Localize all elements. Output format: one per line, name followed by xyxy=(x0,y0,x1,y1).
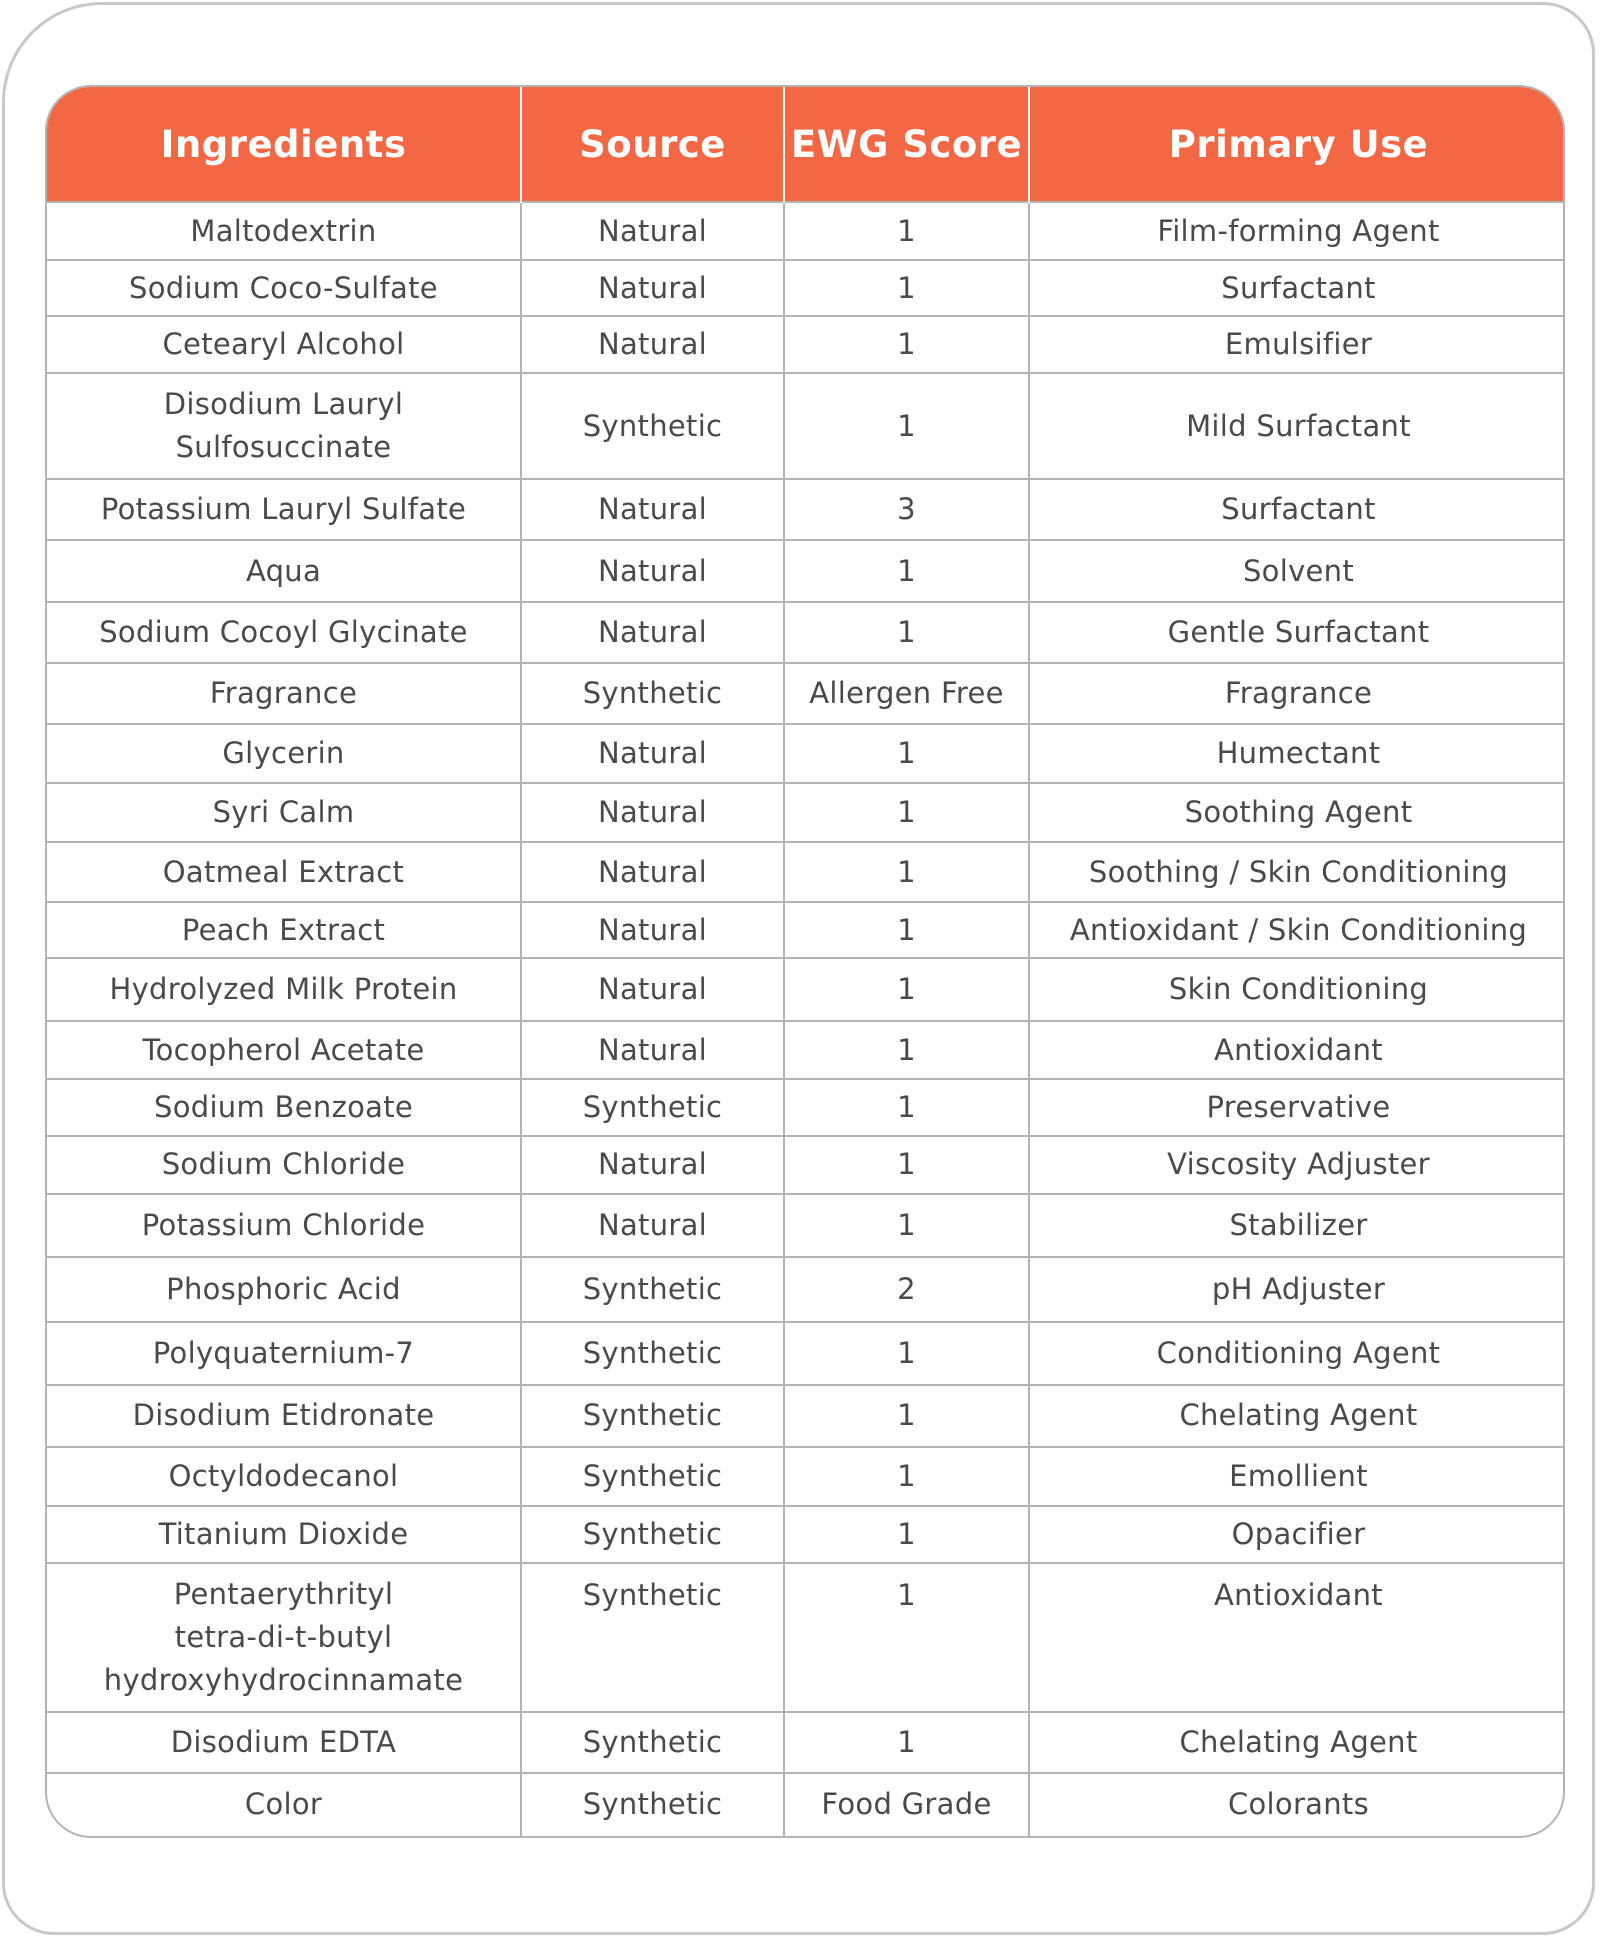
ingredient-cell: Pentaerythrityl tetra-di-t-butyl hydroxyhydrocinnamate xyxy=(47,1563,521,1712)
ewg-score-cell: 1 xyxy=(784,373,1029,479)
ingredient-cell: Phosphoric Acid xyxy=(47,1257,521,1322)
header-primary-use: Primary Use xyxy=(1029,87,1565,202)
primary-use-cell: Fragrance xyxy=(1029,663,1565,724)
source-cell: Natural xyxy=(521,479,784,540)
ingredient-cell: Oatmeal Extract xyxy=(47,842,521,902)
ingredient-cell: Disodium Etidronate xyxy=(47,1385,521,1447)
primary-use-cell: Gentle Surfactant xyxy=(1029,602,1565,663)
table-row xyxy=(47,1257,1565,1322)
primary-use-cell: Skin Conditioning xyxy=(1029,958,1565,1021)
source-cell: Natural xyxy=(521,1021,784,1079)
table-row xyxy=(47,724,1565,783)
ewg-score-cell: 1 xyxy=(784,842,1029,902)
ingredient-cell: Sodium Coco-Sulfate xyxy=(47,260,521,316)
table-row xyxy=(47,1563,1565,1712)
source-cell: Natural xyxy=(521,260,784,316)
source-cell: Natural xyxy=(521,783,784,842)
table-row xyxy=(47,202,1565,260)
ewg-score-cell: 1 xyxy=(784,316,1029,373)
source-cell: Synthetic xyxy=(521,373,784,479)
ewg-score-cell: 1 xyxy=(784,1506,1029,1563)
primary-use-cell: Film-forming Agent xyxy=(1029,202,1565,260)
table-row xyxy=(47,1322,1565,1385)
ingredient-cell: Disodium Lauryl Sulfosuccinate xyxy=(47,373,521,479)
ewg-score-cell: 1 xyxy=(784,1021,1029,1079)
primary-use-cell: Colorants xyxy=(1029,1773,1565,1836)
ingredient-cell: Glycerin xyxy=(47,724,521,783)
ewg-score-cell: Allergen Free xyxy=(784,663,1029,724)
primary-use-cell: pH Adjuster xyxy=(1029,1257,1565,1322)
table-row xyxy=(47,663,1565,724)
ewg-score-cell: 1 xyxy=(784,724,1029,783)
source-cell: Natural xyxy=(521,724,784,783)
header-source: Source xyxy=(521,87,784,202)
outer-card xyxy=(2,2,1595,1935)
table-header-row xyxy=(47,87,1565,202)
source-cell: Natural xyxy=(521,902,784,958)
ewg-score-cell: 1 xyxy=(784,783,1029,842)
primary-use-cell: Antioxidant xyxy=(1029,1021,1565,1079)
ingredient-cell: Polyquaternium-7 xyxy=(47,1322,521,1385)
primary-use-cell: Antioxidant xyxy=(1029,1563,1565,1712)
ingredients-table-container xyxy=(45,85,1565,1838)
primary-use-cell: Preservative xyxy=(1029,1079,1565,1135)
primary-use-cell: Emollient xyxy=(1029,1447,1565,1506)
table-row xyxy=(47,1506,1565,1563)
ingredient-cell: Fragrance xyxy=(47,663,521,724)
ewg-score-cell: 1 xyxy=(784,1322,1029,1385)
source-cell: Natural xyxy=(521,842,784,902)
ewg-score-cell: 1 xyxy=(784,602,1029,663)
ingredient-cell: Hydrolyzed Milk Protein xyxy=(47,958,521,1021)
ewg-score-cell: 1 xyxy=(784,1194,1029,1257)
source-cell: Synthetic xyxy=(521,1079,784,1135)
source-cell: Natural xyxy=(521,602,784,663)
table-row xyxy=(47,260,1565,316)
source-cell: Natural xyxy=(521,1136,784,1194)
ewg-score-cell: 1 xyxy=(784,540,1029,602)
ewg-score-cell: Food Grade xyxy=(784,1773,1029,1836)
header-ingredients: Ingredients xyxy=(47,87,521,202)
ingredient-cell: Potassium Chloride xyxy=(47,1194,521,1257)
primary-use-cell: Surfactant xyxy=(1029,260,1565,316)
table-row xyxy=(47,540,1565,602)
primary-use-cell: Antioxidant / Skin Conditioning xyxy=(1029,902,1565,958)
source-cell: Synthetic xyxy=(521,1447,784,1506)
primary-use-cell: Chelating Agent xyxy=(1029,1712,1565,1773)
table-row xyxy=(47,783,1565,842)
ewg-score-cell: 1 xyxy=(784,1136,1029,1194)
primary-use-cell: Stabilizer xyxy=(1029,1194,1565,1257)
ewg-score-cell: 1 xyxy=(784,260,1029,316)
ingredient-cell: Cetearyl Alcohol xyxy=(47,316,521,373)
ingredient-cell: Tocopherol Acetate xyxy=(47,1021,521,1079)
table-row xyxy=(47,373,1565,479)
source-cell: Natural xyxy=(521,1194,784,1257)
table-row xyxy=(47,1079,1565,1135)
table-row xyxy=(47,902,1565,958)
ewg-score-cell: 1 xyxy=(784,902,1029,958)
ingredient-cell: Titanium Dioxide xyxy=(47,1506,521,1563)
ingredient-cell: Disodium EDTA xyxy=(47,1712,521,1773)
ingredient-cell: Maltodextrin xyxy=(47,202,521,260)
table-row xyxy=(47,842,1565,902)
ingredient-cell: Octyldodecanol xyxy=(47,1447,521,1506)
table-row xyxy=(47,1194,1565,1257)
source-cell: Synthetic xyxy=(521,1257,784,1322)
ingredient-cell: Color xyxy=(47,1773,521,1836)
table-row xyxy=(47,1385,1565,1447)
source-cell: Synthetic xyxy=(521,663,784,724)
primary-use-cell: Soothing Agent xyxy=(1029,783,1565,842)
primary-use-cell: Opacifier xyxy=(1029,1506,1565,1563)
primary-use-cell: Viscosity Adjuster xyxy=(1029,1136,1565,1194)
ewg-score-cell: 1 xyxy=(784,958,1029,1021)
ewg-score-cell: 1 xyxy=(784,202,1029,260)
source-cell: Synthetic xyxy=(521,1712,784,1773)
table-row xyxy=(47,1136,1565,1194)
primary-use-cell: Solvent xyxy=(1029,540,1565,602)
table-row xyxy=(47,1021,1565,1079)
ewg-score-cell: 1 xyxy=(784,1712,1029,1773)
source-cell: Natural xyxy=(521,958,784,1021)
ingredient-cell: Sodium Cocoyl Glycinate xyxy=(47,602,521,663)
ewg-score-cell: 3 xyxy=(784,479,1029,540)
ewg-score-cell: 1 xyxy=(784,1447,1029,1506)
table-row xyxy=(47,602,1565,663)
source-cell: Synthetic xyxy=(521,1506,784,1563)
source-cell: Natural xyxy=(521,316,784,373)
primary-use-cell: Conditioning Agent xyxy=(1029,1322,1565,1385)
primary-use-cell: Mild Surfactant xyxy=(1029,373,1565,479)
ingredient-cell: Potassium Lauryl Sulfate xyxy=(47,479,521,540)
source-cell: Natural xyxy=(521,202,784,260)
ewg-score-cell: 2 xyxy=(784,1257,1029,1322)
source-cell: Synthetic xyxy=(521,1563,784,1712)
table-row xyxy=(47,479,1565,540)
table-row xyxy=(47,958,1565,1021)
table-row xyxy=(47,316,1565,373)
ingredient-cell: Aqua xyxy=(47,540,521,602)
ingredient-cell: Sodium Benzoate xyxy=(47,1079,521,1135)
ewg-score-cell: 1 xyxy=(784,1079,1029,1135)
table-row xyxy=(47,1712,1565,1773)
source-cell: Synthetic xyxy=(521,1385,784,1447)
header-ewg-score: EWG Score xyxy=(784,87,1029,202)
ingredients-table xyxy=(47,87,1565,1836)
primary-use-cell: Chelating Agent xyxy=(1029,1385,1565,1447)
primary-use-cell: Humectant xyxy=(1029,724,1565,783)
primary-use-cell: Soothing / Skin Conditioning xyxy=(1029,842,1565,902)
source-cell: Synthetic xyxy=(521,1773,784,1836)
ewg-score-cell: 1 xyxy=(784,1563,1029,1712)
ingredient-cell: Syri Calm xyxy=(47,783,521,842)
ingredient-cell: Sodium Chloride xyxy=(47,1136,521,1194)
source-cell: Synthetic xyxy=(521,1322,784,1385)
primary-use-cell: Surfactant xyxy=(1029,479,1565,540)
ewg-score-cell: 1 xyxy=(784,1385,1029,1447)
table-row xyxy=(47,1447,1565,1506)
source-cell: Natural xyxy=(521,540,784,602)
primary-use-cell: Emulsifier xyxy=(1029,316,1565,373)
table-row xyxy=(47,1773,1565,1836)
ingredient-cell: Peach Extract xyxy=(47,902,521,958)
